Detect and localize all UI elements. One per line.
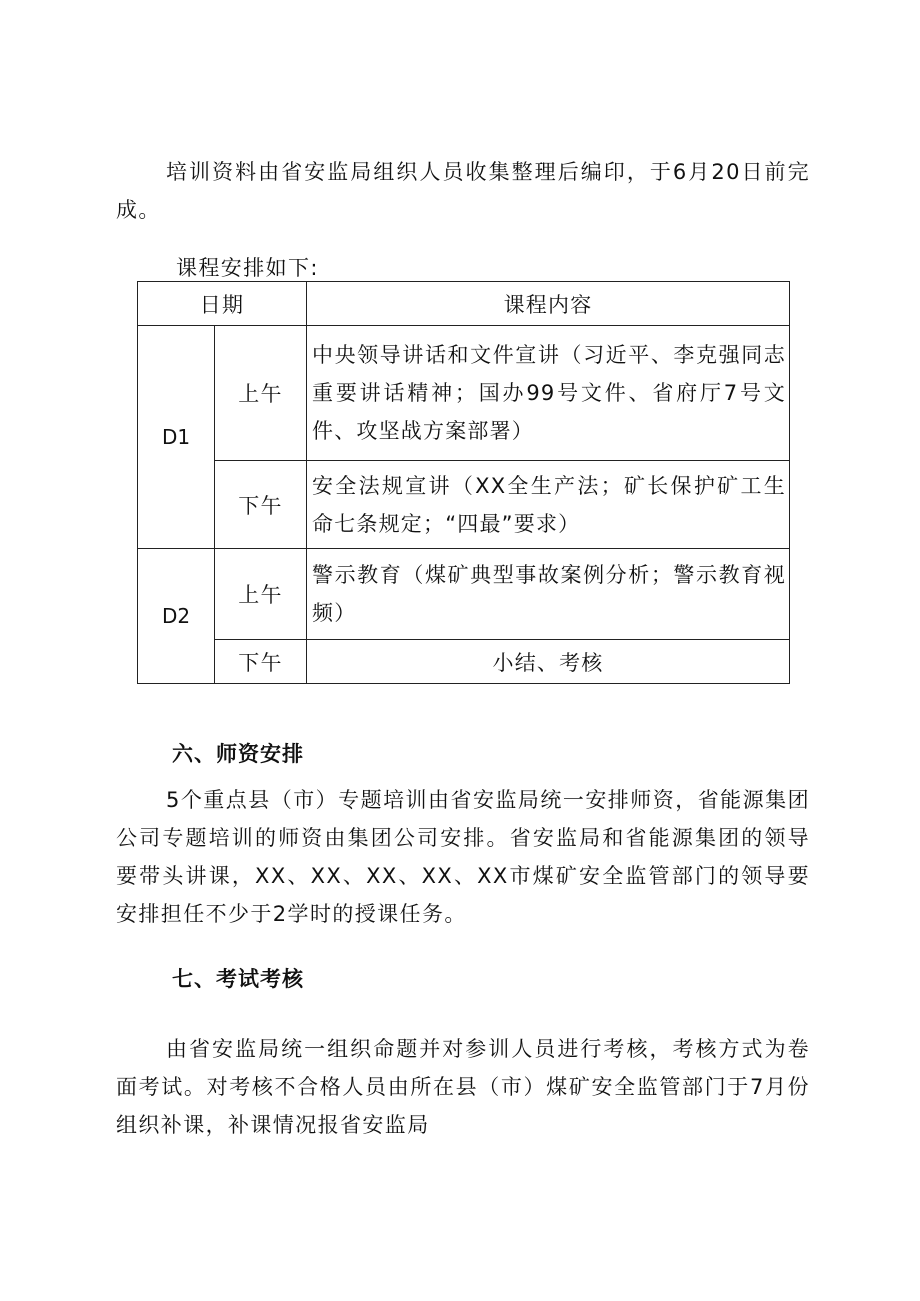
day-label-d1: D1 <box>138 326 215 549</box>
course-schedule-table <box>137 281 790 684</box>
session-content <box>307 549 790 640</box>
slot-label: 下午 <box>215 640 307 684</box>
table-row <box>138 549 790 640</box>
slot-label: 上午 <box>215 326 307 461</box>
section-heading-seven: 七、考试考核 <box>172 967 304 991</box>
course-schedule-intro: 课程安排如下: <box>176 256 319 280</box>
training-materials-paragraph: 培训资料由省安监局组织人员收集整理后编印，于6月20日前完成。 <box>116 160 810 222</box>
session-content <box>307 461 790 549</box>
header-content: 课程内容 <box>307 282 790 326</box>
session-content: 小结、考核 <box>307 640 790 684</box>
slot-label: 上午 <box>215 549 307 640</box>
exam-assessment-paragraph: 由省安监局统一组织命题并对参训人员进行考核，考核方式为卷面考试。对考核不合格人员由所在县（市）煤矿安全监管部门于7月份组织补课，补课情况报省安监局 <box>116 1037 810 1137</box>
table-row <box>138 640 790 684</box>
table-row <box>138 326 790 461</box>
session-content-text: 中央领导讲话和文件宣讲（习近平、李克强同志重要讲话精神；国办99号文件、省府厅7号文件、攻坚战方案部署） <box>312 343 786 443</box>
session-content-text: 警示教育（煤矿典型事故案例分析；警示教育视频） <box>312 563 786 625</box>
session-content <box>307 326 790 461</box>
header-date: 日期 <box>138 282 307 326</box>
faculty-arrangement-paragraph: 5个重点县（市）专题培训由省安监局统一安排师资，省能源集团公司专题培训的师资由集团公司安排。省安监局和省能源集团的领导要带头讲课，XX、XX、XX、XX、XX市煤矿安全监管部门的领导要安排担任不少于2学时的授课任务。 <box>116 788 810 926</box>
day-label-d2: D2 <box>138 549 215 684</box>
table-row <box>138 461 790 549</box>
section-heading-six: 六、师资安排 <box>172 742 304 766</box>
slot-label: 下午 <box>215 461 307 549</box>
table-header-row <box>138 282 790 326</box>
session-content-text: 安全法规宣讲（XX全生产法；矿长保护矿工生命七条规定；“四最”要求） <box>312 473 786 536</box>
